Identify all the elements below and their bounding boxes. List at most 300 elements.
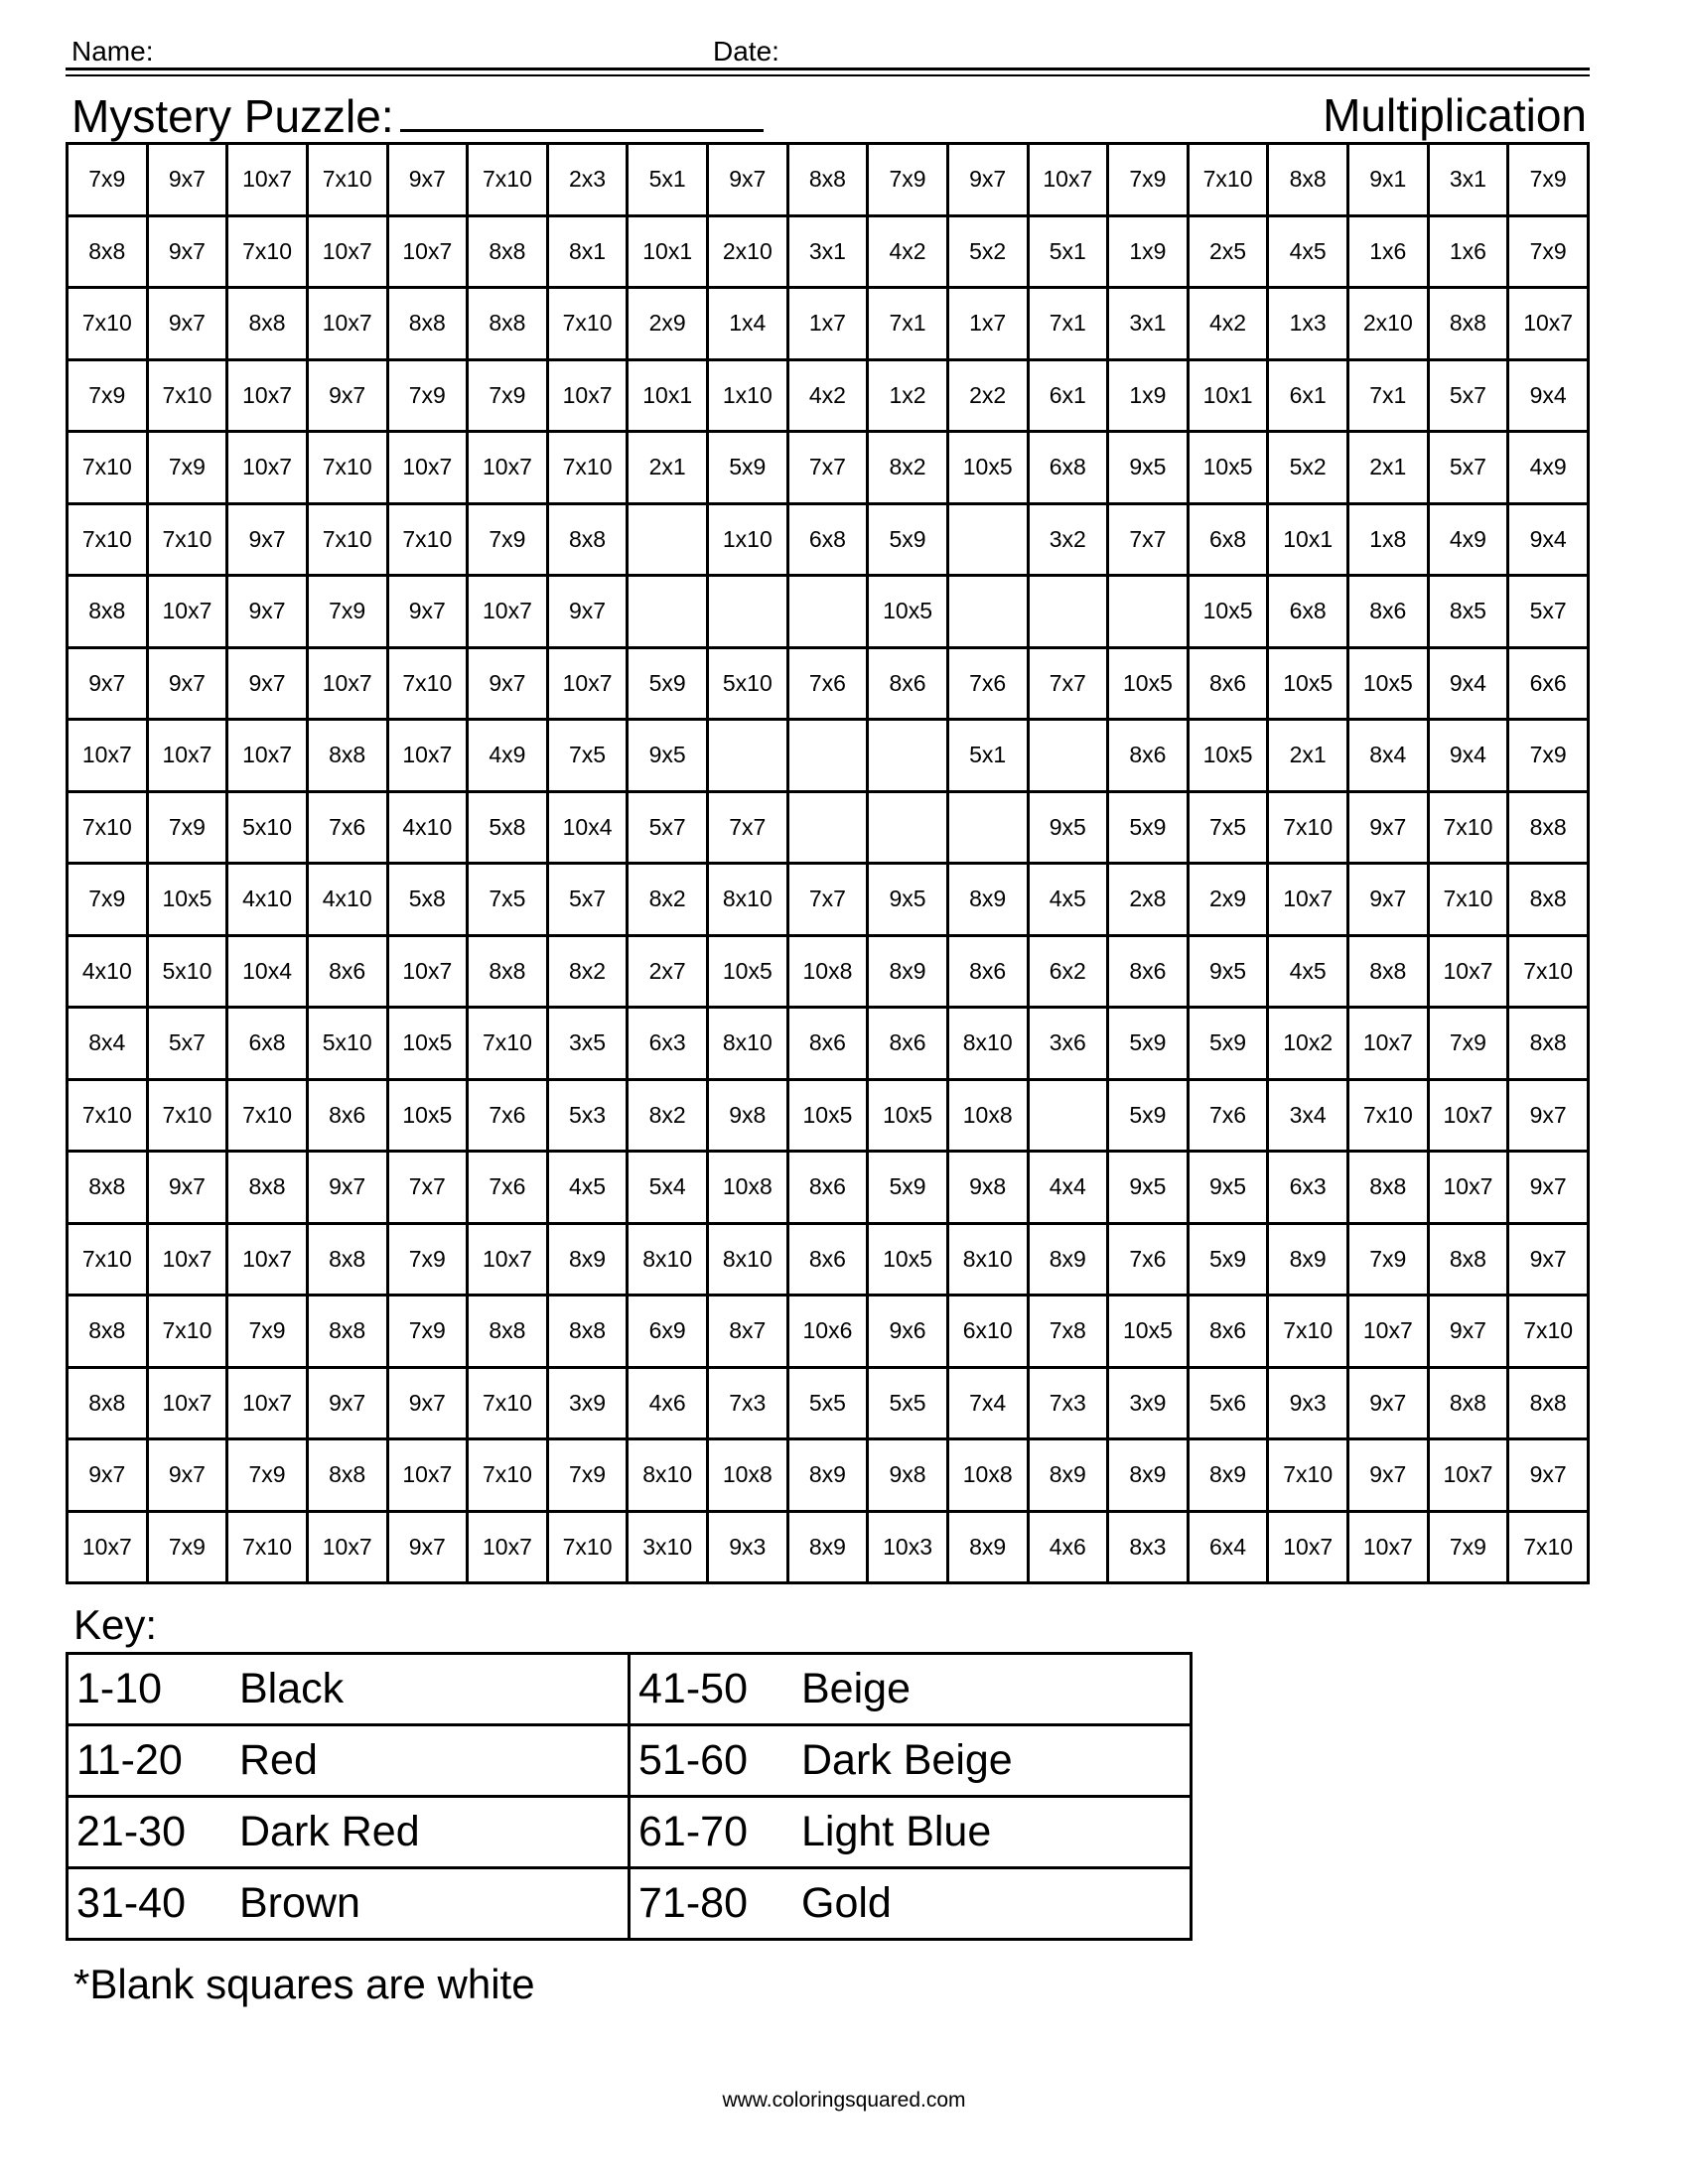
grid-cell[interactable]: 10x5: [787, 1079, 868, 1152]
grid-cell[interactable]: 7x10: [1268, 1439, 1348, 1512]
grid-cell[interactable]: 7x10: [1268, 791, 1348, 864]
grid-cell[interactable]: 9x5: [628, 720, 708, 792]
grid-cell[interactable]: 9x7: [1348, 1367, 1429, 1439]
grid-cell[interactable]: 7x9: [147, 432, 227, 504]
grid-cell[interactable]: 7x10: [468, 144, 548, 216]
grid-cell[interactable]: 10x7: [387, 720, 468, 792]
grid-cell[interactable]: 8x9: [547, 1223, 628, 1296]
grid-cell[interactable]: 1x6: [1348, 215, 1429, 288]
grid-cell[interactable]: 9x7: [387, 1511, 468, 1583]
grid-cell[interactable]: 4x10: [227, 864, 308, 936]
grid-cell[interactable]: 5x2: [1268, 432, 1348, 504]
grid-cell[interactable]: 7x9: [547, 1439, 628, 1512]
grid-cell[interactable]: 7x10: [1508, 1296, 1589, 1368]
grid-cell[interactable]: 5x8: [468, 791, 548, 864]
grid-cell[interactable]: 8x6: [1188, 647, 1268, 720]
grid-cell[interactable]: 10x5: [868, 576, 948, 648]
grid-cell[interactable]: 7x9: [387, 1223, 468, 1296]
grid-cell[interactable]: 7x7: [787, 432, 868, 504]
grid-cell[interactable]: 9x7: [307, 359, 387, 432]
grid-cell[interactable]: 9x7: [387, 144, 468, 216]
grid-cell[interactable]: 10x7: [147, 576, 227, 648]
grid-cell[interactable]: 10x5: [1108, 647, 1189, 720]
grid-cell[interactable]: [628, 576, 708, 648]
grid-cell[interactable]: 9x7: [387, 1367, 468, 1439]
grid-cell[interactable]: 3x6: [1028, 1008, 1108, 1080]
grid-cell[interactable]: 10x6: [787, 1296, 868, 1368]
grid-cell[interactable]: 7x1: [1028, 288, 1108, 360]
grid-cell[interactable]: 9x5: [868, 864, 948, 936]
grid-cell[interactable]: [868, 720, 948, 792]
grid-cell[interactable]: [868, 791, 948, 864]
grid-cell[interactable]: 9x7: [227, 503, 308, 576]
grid-cell[interactable]: 7x5: [1188, 791, 1268, 864]
grid-cell[interactable]: 7x10: [547, 1511, 628, 1583]
grid-cell[interactable]: 5x2: [947, 215, 1028, 288]
grid-cell[interactable]: 8x2: [547, 935, 628, 1008]
grid-cell[interactable]: 5x9: [1108, 791, 1189, 864]
grid-cell[interactable]: 10x3: [868, 1511, 948, 1583]
grid-cell[interactable]: 8x6: [307, 1079, 387, 1152]
grid-cell[interactable]: 7x6: [787, 647, 868, 720]
grid-cell[interactable]: 5x7: [1508, 576, 1589, 648]
grid-cell[interactable]: 7x10: [387, 503, 468, 576]
grid-cell[interactable]: 8x6: [1348, 576, 1429, 648]
grid-cell[interactable]: 8x2: [868, 432, 948, 504]
grid-cell[interactable]: [1028, 720, 1108, 792]
grid-cell[interactable]: 3x1: [1428, 144, 1508, 216]
grid-cell[interactable]: 5x10: [227, 791, 308, 864]
grid-cell[interactable]: 10x5: [1108, 1296, 1189, 1368]
grid-cell[interactable]: 9x7: [708, 144, 788, 216]
grid-cell[interactable]: 7x9: [868, 144, 948, 216]
grid-cell[interactable]: 8x7: [708, 1296, 788, 1368]
grid-cell[interactable]: 3x1: [787, 215, 868, 288]
grid-cell[interactable]: 7x10: [1428, 791, 1508, 864]
grid-cell[interactable]: 8x8: [307, 1223, 387, 1296]
grid-cell[interactable]: 7x10: [468, 1367, 548, 1439]
grid-cell[interactable]: [1028, 1079, 1108, 1152]
grid-cell[interactable]: 2x9: [1188, 864, 1268, 936]
grid-cell[interactable]: 7x6: [468, 1079, 548, 1152]
grid-cell[interactable]: 9x7: [147, 215, 227, 288]
grid-cell[interactable]: 7x9: [68, 864, 148, 936]
grid-cell[interactable]: 9x7: [947, 144, 1028, 216]
grid-cell[interactable]: 8x8: [1428, 288, 1508, 360]
grid-cell[interactable]: 10x5: [1348, 647, 1429, 720]
grid-cell[interactable]: [628, 503, 708, 576]
grid-cell[interactable]: 8x8: [68, 1152, 148, 1224]
grid-cell[interactable]: 7x1: [1348, 359, 1429, 432]
grid-cell[interactable]: [787, 791, 868, 864]
grid-cell[interactable]: 5x5: [787, 1367, 868, 1439]
grid-cell[interactable]: 7x10: [307, 144, 387, 216]
grid-cell[interactable]: 7x10: [1428, 864, 1508, 936]
grid-cell[interactable]: 2x9: [628, 288, 708, 360]
grid-cell[interactable]: 7x3: [1028, 1367, 1108, 1439]
grid-cell[interactable]: 5x7: [1428, 432, 1508, 504]
grid-cell[interactable]: 6x8: [1188, 503, 1268, 576]
grid-cell[interactable]: 9x7: [1348, 864, 1429, 936]
grid-cell[interactable]: 8x8: [307, 1296, 387, 1368]
grid-cell[interactable]: 8x2: [628, 1079, 708, 1152]
grid-cell[interactable]: 10x7: [307, 288, 387, 360]
grid-cell[interactable]: 10x7: [387, 215, 468, 288]
grid-cell[interactable]: 3x9: [1108, 1367, 1189, 1439]
grid-cell[interactable]: 4x10: [68, 935, 148, 1008]
grid-cell[interactable]: 9x7: [1348, 791, 1429, 864]
grid-cell[interactable]: 1x7: [947, 288, 1028, 360]
grid-cell[interactable]: 9x7: [468, 647, 548, 720]
grid-cell[interactable]: 6x10: [947, 1296, 1028, 1368]
grid-cell[interactable]: 8x8: [1508, 1367, 1589, 1439]
grid-cell[interactable]: 3x10: [628, 1511, 708, 1583]
grid-cell[interactable]: 8x8: [468, 1296, 548, 1368]
grid-cell[interactable]: 7x10: [227, 215, 308, 288]
grid-cell[interactable]: 10x7: [468, 576, 548, 648]
grid-cell[interactable]: 8x9: [1028, 1223, 1108, 1296]
grid-cell[interactable]: 10x1: [1188, 359, 1268, 432]
grid-cell[interactable]: 9x8: [708, 1079, 788, 1152]
grid-cell[interactable]: [708, 720, 788, 792]
grid-cell[interactable]: 8x6: [787, 1223, 868, 1296]
grid-cell[interactable]: 1x9: [1108, 215, 1189, 288]
grid-cell[interactable]: 8x8: [1348, 935, 1429, 1008]
grid-cell[interactable]: 8x8: [68, 1296, 148, 1368]
grid-cell[interactable]: [708, 576, 788, 648]
grid-cell[interactable]: [1028, 576, 1108, 648]
grid-cell[interactable]: 7x9: [147, 791, 227, 864]
grid-cell[interactable]: 3x4: [1268, 1079, 1348, 1152]
grid-cell[interactable]: 10x7: [1348, 1511, 1429, 1583]
grid-cell[interactable]: 7x10: [147, 359, 227, 432]
grid-cell[interactable]: 7x10: [147, 1296, 227, 1368]
grid-cell[interactable]: 6x4: [1188, 1511, 1268, 1583]
grid-cell[interactable]: 6x8: [1268, 576, 1348, 648]
grid-cell[interactable]: 8x6: [787, 1152, 868, 1224]
grid-cell[interactable]: 10x7: [227, 1223, 308, 1296]
grid-cell[interactable]: 9x5: [1108, 432, 1189, 504]
grid-cell[interactable]: 10x5: [868, 1079, 948, 1152]
grid-cell[interactable]: 2x1: [1348, 432, 1429, 504]
grid-cell[interactable]: 10x7: [68, 720, 148, 792]
grid-cell[interactable]: [947, 791, 1028, 864]
grid-cell[interactable]: 8x8: [1268, 144, 1348, 216]
grid-cell[interactable]: 10x7: [307, 215, 387, 288]
grid-cell[interactable]: 10x7: [227, 720, 308, 792]
grid-cell[interactable]: 9x5: [1108, 1152, 1189, 1224]
grid-cell[interactable]: 9x7: [68, 1439, 148, 1512]
grid-cell[interactable]: 8x8: [307, 720, 387, 792]
grid-cell[interactable]: 5x1: [1028, 215, 1108, 288]
grid-cell[interactable]: 4x10: [307, 864, 387, 936]
grid-cell[interactable]: 7x7: [1028, 647, 1108, 720]
grid-cell[interactable]: 9x8: [868, 1439, 948, 1512]
grid-cell[interactable]: 4x9: [1428, 503, 1508, 576]
grid-cell[interactable]: 7x10: [547, 432, 628, 504]
grid-cell[interactable]: 7x10: [547, 288, 628, 360]
grid-cell[interactable]: 10x7: [1428, 935, 1508, 1008]
grid-cell[interactable]: 7x9: [387, 1296, 468, 1368]
grid-cell[interactable]: 9x7: [68, 647, 148, 720]
grid-cell[interactable]: 8x9: [787, 1511, 868, 1583]
grid-cell[interactable]: 9x7: [307, 1152, 387, 1224]
grid-cell[interactable]: 10x7: [468, 1511, 548, 1583]
grid-cell[interactable]: 9x3: [708, 1511, 788, 1583]
grid-cell[interactable]: 2x7: [628, 935, 708, 1008]
grid-cell[interactable]: 10x5: [1188, 576, 1268, 648]
grid-cell[interactable]: 7x6: [1108, 1223, 1189, 1296]
grid-cell[interactable]: 1x6: [1428, 215, 1508, 288]
grid-cell[interactable]: 8x9: [947, 864, 1028, 936]
grid-cell[interactable]: 8x9: [868, 935, 948, 1008]
grid-cell[interactable]: 10x7: [1428, 1152, 1508, 1224]
grid-cell[interactable]: 10x2: [1268, 1008, 1348, 1080]
grid-cell[interactable]: 5x7: [547, 864, 628, 936]
grid-cell[interactable]: 8x2: [628, 864, 708, 936]
grid-cell[interactable]: 7x9: [1428, 1511, 1508, 1583]
grid-cell[interactable]: 10x7: [147, 1367, 227, 1439]
grid-cell[interactable]: 7x10: [68, 1079, 148, 1152]
grid-cell[interactable]: [787, 720, 868, 792]
grid-cell[interactable]: 10x7: [547, 359, 628, 432]
grid-cell[interactable]: 10x5: [1188, 720, 1268, 792]
grid-cell[interactable]: 8x8: [68, 215, 148, 288]
grid-cell[interactable]: 5x10: [708, 647, 788, 720]
grid-cell[interactable]: 8x1: [547, 215, 628, 288]
grid-cell[interactable]: 9x6: [868, 1296, 948, 1368]
grid-cell[interactable]: 10x8: [708, 1439, 788, 1512]
grid-cell[interactable]: 7x10: [468, 1008, 548, 1080]
grid-cell[interactable]: 10x7: [1028, 144, 1108, 216]
grid-cell[interactable]: 9x4: [1508, 503, 1589, 576]
grid-cell[interactable]: 1x8: [1348, 503, 1429, 576]
grid-cell[interactable]: 8x10: [628, 1439, 708, 1512]
grid-cell[interactable]: 4x4: [1028, 1152, 1108, 1224]
grid-cell[interactable]: 4x2: [1188, 288, 1268, 360]
grid-cell[interactable]: 8x9: [1188, 1439, 1268, 1512]
grid-cell[interactable]: 5x6: [1188, 1367, 1268, 1439]
grid-cell[interactable]: 1x4: [708, 288, 788, 360]
grid-cell[interactable]: 4x9: [468, 720, 548, 792]
grid-cell[interactable]: 2x2: [947, 359, 1028, 432]
grid-cell[interactable]: 5x8: [387, 864, 468, 936]
grid-cell[interactable]: 9x8: [947, 1152, 1028, 1224]
grid-cell[interactable]: 10x7: [1348, 1008, 1429, 1080]
grid-cell[interactable]: 9x4: [1428, 720, 1508, 792]
grid-cell[interactable]: 8x10: [628, 1223, 708, 1296]
grid-cell[interactable]: 10x7: [547, 647, 628, 720]
grid-cell[interactable]: 7x9: [1508, 215, 1589, 288]
grid-cell[interactable]: 7x9: [1508, 144, 1589, 216]
grid-cell[interactable]: 10x7: [1428, 1079, 1508, 1152]
grid-cell[interactable]: 10x7: [227, 432, 308, 504]
grid-cell[interactable]: 8x5: [1428, 576, 1508, 648]
grid-cell[interactable]: 2x10: [708, 215, 788, 288]
grid-cell[interactable]: 7x6: [468, 1152, 548, 1224]
grid-cell[interactable]: 4x10: [387, 791, 468, 864]
grid-cell[interactable]: 5x9: [708, 432, 788, 504]
grid-cell[interactable]: 7x10: [147, 503, 227, 576]
grid-cell[interactable]: 10x8: [787, 935, 868, 1008]
grid-cell[interactable]: 6x1: [1028, 359, 1108, 432]
grid-cell[interactable]: 5x10: [147, 935, 227, 1008]
grid-cell[interactable]: 10x8: [947, 1439, 1028, 1512]
grid-cell[interactable]: 10x5: [1268, 647, 1348, 720]
grid-cell[interactable]: 10x7: [227, 1367, 308, 1439]
grid-cell[interactable]: [1108, 576, 1189, 648]
grid-cell[interactable]: 8x4: [1348, 720, 1429, 792]
grid-cell[interactable]: 8x9: [787, 1439, 868, 1512]
grid-cell[interactable]: 2x3: [547, 144, 628, 216]
grid-cell[interactable]: 10x5: [1188, 432, 1268, 504]
grid-cell[interactable]: 10x7: [1268, 864, 1348, 936]
grid-cell[interactable]: 4x5: [1028, 864, 1108, 936]
grid-cell[interactable]: 7x1: [868, 288, 948, 360]
grid-cell[interactable]: 7x10: [68, 503, 148, 576]
grid-cell[interactable]: 7x9: [1108, 144, 1189, 216]
grid-cell[interactable]: 8x8: [68, 576, 148, 648]
grid-cell[interactable]: 6x6: [1508, 647, 1589, 720]
grid-cell[interactable]: 2x1: [628, 432, 708, 504]
grid-cell[interactable]: 9x4: [1428, 647, 1508, 720]
grid-cell[interactable]: 9x7: [1348, 1439, 1429, 1512]
grid-cell[interactable]: 8x6: [1108, 935, 1189, 1008]
grid-cell[interactable]: [947, 576, 1028, 648]
grid-cell[interactable]: 8x8: [468, 288, 548, 360]
grid-cell[interactable]: 7x10: [1188, 144, 1268, 216]
grid-cell[interactable]: 1x10: [708, 503, 788, 576]
grid-cell[interactable]: 5x4: [628, 1152, 708, 1224]
grid-cell[interactable]: 9x7: [1508, 1439, 1589, 1512]
grid-cell[interactable]: 10x5: [387, 1079, 468, 1152]
grid-cell[interactable]: 10x7: [307, 1511, 387, 1583]
grid-cell[interactable]: 8x8: [1508, 864, 1589, 936]
grid-cell[interactable]: 10x7: [1268, 1511, 1348, 1583]
grid-cell[interactable]: 5x9: [1188, 1223, 1268, 1296]
grid-cell[interactable]: 6x1: [1268, 359, 1348, 432]
grid-cell[interactable]: 7x6: [1188, 1079, 1268, 1152]
grid-cell[interactable]: 6x9: [628, 1296, 708, 1368]
grid-cell[interactable]: 10x1: [628, 215, 708, 288]
grid-cell[interactable]: 6x8: [787, 503, 868, 576]
grid-cell[interactable]: 10x7: [1348, 1296, 1429, 1368]
grid-cell[interactable]: 4x6: [628, 1367, 708, 1439]
grid-cell[interactable]: 10x7: [468, 1223, 548, 1296]
grid-cell[interactable]: 8x8: [1428, 1367, 1508, 1439]
grid-cell[interactable]: 9x3: [1268, 1367, 1348, 1439]
grid-cell[interactable]: 8x8: [227, 1152, 308, 1224]
grid-cell[interactable]: 10x5: [708, 935, 788, 1008]
grid-cell[interactable]: 9x1: [1348, 144, 1429, 216]
grid-cell[interactable]: 3x9: [547, 1367, 628, 1439]
grid-cell[interactable]: 9x5: [1188, 935, 1268, 1008]
grid-cell[interactable]: 7x10: [147, 1079, 227, 1152]
grid-cell[interactable]: 10x5: [947, 432, 1028, 504]
grid-cell[interactable]: 8x8: [1508, 1008, 1589, 1080]
grid-cell[interactable]: 7x10: [227, 1511, 308, 1583]
grid-cell[interactable]: 7x9: [307, 576, 387, 648]
grid-cell[interactable]: [947, 503, 1028, 576]
grid-cell[interactable]: 9x4: [1508, 359, 1589, 432]
grid-cell[interactable]: 8x9: [947, 1511, 1028, 1583]
grid-cell[interactable]: 2x1: [1268, 720, 1348, 792]
grid-cell[interactable]: 2x8: [1108, 864, 1189, 936]
grid-cell[interactable]: 8x9: [1268, 1223, 1348, 1296]
grid-cell[interactable]: 9x7: [147, 647, 227, 720]
grid-cell[interactable]: 5x7: [147, 1008, 227, 1080]
grid-cell[interactable]: 9x7: [1428, 1296, 1508, 1368]
grid-cell[interactable]: 8x10: [708, 1008, 788, 1080]
grid-cell[interactable]: 10x8: [947, 1079, 1028, 1152]
grid-cell[interactable]: 10x7: [307, 647, 387, 720]
grid-cell[interactable]: 10x7: [1428, 1439, 1508, 1512]
grid-cell[interactable]: 5x7: [1428, 359, 1508, 432]
grid-cell[interactable]: 9x7: [147, 288, 227, 360]
grid-cell[interactable]: 7x5: [468, 864, 548, 936]
grid-cell[interactable]: 2x10: [1348, 288, 1429, 360]
grid-cell[interactable]: 4x5: [547, 1152, 628, 1224]
grid-cell[interactable]: 8x8: [387, 288, 468, 360]
grid-cell[interactable]: 10x7: [147, 1223, 227, 1296]
grid-cell[interactable]: 4x5: [1268, 215, 1348, 288]
grid-cell[interactable]: 5x7: [628, 791, 708, 864]
grid-cell[interactable]: 8x8: [468, 935, 548, 1008]
grid-cell[interactable]: 1x2: [868, 359, 948, 432]
grid-cell[interactable]: 8x8: [68, 1367, 148, 1439]
grid-cell[interactable]: 7x7: [387, 1152, 468, 1224]
grid-cell[interactable]: 5x9: [1108, 1008, 1189, 1080]
grid-cell[interactable]: 10x7: [387, 432, 468, 504]
grid-cell[interactable]: 5x9: [868, 1152, 948, 1224]
grid-cell[interactable]: 8x10: [947, 1223, 1028, 1296]
grid-cell[interactable]: 10x7: [227, 144, 308, 216]
grid-cell[interactable]: 7x10: [307, 432, 387, 504]
grid-cell[interactable]: 8x10: [708, 864, 788, 936]
grid-cell[interactable]: 8x9: [1108, 1439, 1189, 1512]
grid-cell[interactable]: 9x7: [1508, 1152, 1589, 1224]
grid-cell[interactable]: 8x6: [868, 1008, 948, 1080]
grid-cell[interactable]: 5x9: [1188, 1008, 1268, 1080]
grid-cell[interactable]: 10x5: [387, 1008, 468, 1080]
grid-cell[interactable]: 7x10: [68, 288, 148, 360]
grid-cell[interactable]: 1x10: [708, 359, 788, 432]
grid-cell[interactable]: 7x9: [1508, 720, 1589, 792]
grid-cell[interactable]: 8x8: [547, 1296, 628, 1368]
grid-cell[interactable]: 9x7: [307, 1367, 387, 1439]
grid-cell[interactable]: 7x7: [787, 864, 868, 936]
grid-cell[interactable]: 7x4: [947, 1367, 1028, 1439]
grid-cell[interactable]: 7x9: [387, 359, 468, 432]
grid-cell[interactable]: 8x10: [947, 1008, 1028, 1080]
grid-cell[interactable]: 7x9: [1428, 1008, 1508, 1080]
grid-cell[interactable]: 7x10: [68, 432, 148, 504]
grid-cell[interactable]: 7x10: [1268, 1296, 1348, 1368]
grid-cell[interactable]: 9x7: [227, 576, 308, 648]
grid-cell[interactable]: 7x10: [1508, 935, 1589, 1008]
grid-cell[interactable]: 3x2: [1028, 503, 1108, 576]
grid-cell[interactable]: 7x9: [1348, 1223, 1429, 1296]
grid-cell[interactable]: 8x6: [868, 647, 948, 720]
grid-cell[interactable]: 8x8: [1428, 1223, 1508, 1296]
grid-cell[interactable]: 7x6: [947, 647, 1028, 720]
grid-cell[interactable]: 7x9: [468, 503, 548, 576]
grid-cell[interactable]: 10x1: [1268, 503, 1348, 576]
grid-cell[interactable]: 4x6: [1028, 1511, 1108, 1583]
grid-cell[interactable]: 4x2: [787, 359, 868, 432]
grid-cell[interactable]: 10x7: [387, 935, 468, 1008]
grid-cell[interactable]: 7x9: [468, 359, 548, 432]
